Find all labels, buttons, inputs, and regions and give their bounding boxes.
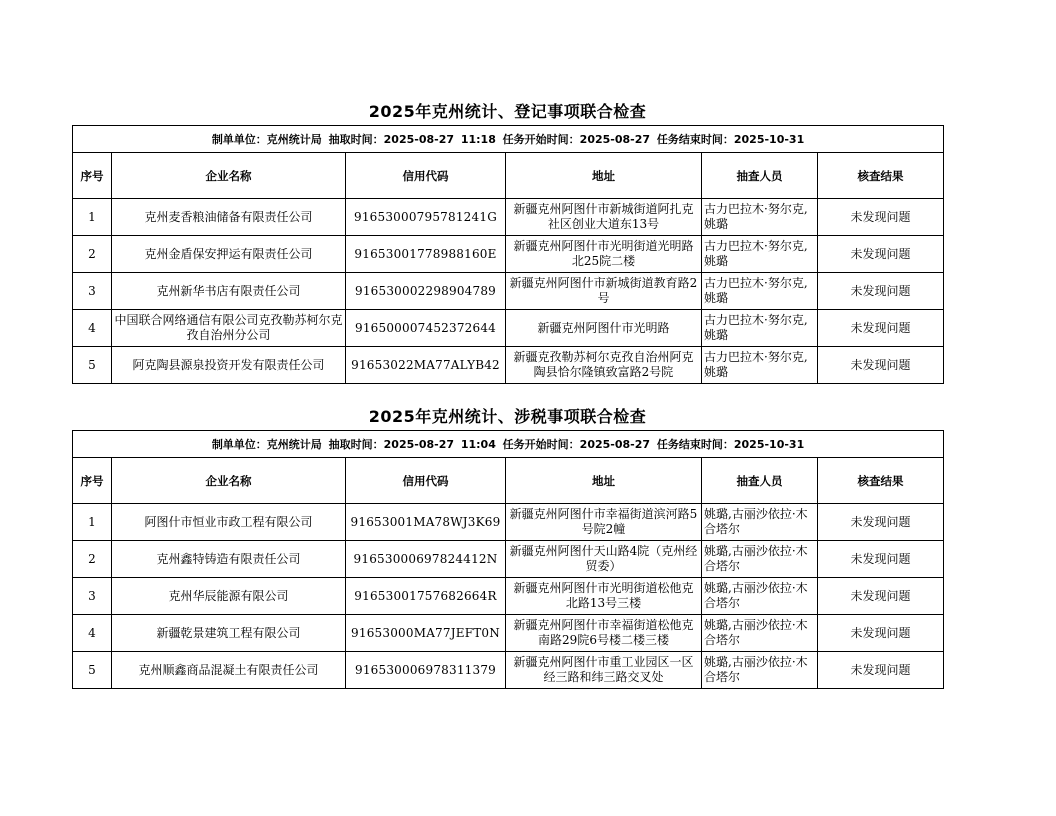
check-result: 未发现问题 bbox=[818, 615, 944, 652]
inspectors: 古力巴拉木·努尔克,姚璐 bbox=[702, 310, 818, 347]
credit-code: 916530002298904789 bbox=[346, 273, 506, 310]
address: 新疆克州阿图什天山路4院（克州经贸委） bbox=[506, 541, 702, 578]
company-name: 阿克陶县源泉投资开发有限责任公司 bbox=[112, 347, 346, 384]
meta-row bbox=[73, 126, 944, 153]
credit-code: 91653022MA77ALYB42 bbox=[346, 347, 506, 384]
check-result: 未发现问题 bbox=[818, 310, 944, 347]
address: 新疆克州阿图什市幸福街道滨河路5号院2幢 bbox=[506, 504, 702, 541]
header-address: 地址 bbox=[506, 458, 702, 504]
company-name: 克州华辰能源有限公司 bbox=[112, 578, 346, 615]
inspectors: 古力巴拉木·努尔克,姚璐 bbox=[702, 347, 818, 384]
header-company-name: 企业名称 bbox=[112, 458, 346, 504]
table-row bbox=[73, 541, 944, 578]
header-credit-code: 信用代码 bbox=[346, 153, 506, 199]
row-no: 5 bbox=[73, 347, 112, 384]
address: 新疆克州阿图什市光明街道光明路北25院二楼 bbox=[506, 236, 702, 273]
credit-code: 916500007452372644 bbox=[346, 310, 506, 347]
check-result: 未发现问题 bbox=[818, 652, 944, 689]
row-no: 4 bbox=[73, 310, 112, 347]
check-result: 未发现问题 bbox=[818, 347, 944, 384]
row-no: 4 bbox=[73, 615, 112, 652]
address: 新疆克州阿图什市重工业园区一区经三路和纬三路交叉处 bbox=[506, 652, 702, 689]
inspectors: 姚璐,古丽沙依拉·木合塔尔 bbox=[702, 541, 818, 578]
inspectors: 姚璐,古丽沙依拉·木合塔尔 bbox=[702, 615, 818, 652]
address: 新疆克孜勒苏柯尔克孜自治州阿克陶县恰尔隆镇致富路2号院 bbox=[506, 347, 702, 384]
inspectors: 古力巴拉木·努尔克,姚璐 bbox=[702, 199, 818, 236]
credit-code: 916530006978311379 bbox=[346, 652, 506, 689]
task-meta: 制单单位：克州统计局 抽取时间：2025-08-27 11:04 任务开始时间：2025-08-27 任务结束时间：2025-10-31 bbox=[73, 431, 944, 458]
check-result: 未发现问题 bbox=[818, 199, 944, 236]
header-result: 核查结果 bbox=[818, 153, 944, 199]
company-name: 克州麦香粮油储备有限责任公司 bbox=[112, 199, 346, 236]
inspectors: 姚璐,古丽沙依拉·木合塔尔 bbox=[702, 504, 818, 541]
credit-code: 91653000MA77JEFT0N bbox=[346, 615, 506, 652]
table-row bbox=[73, 236, 944, 273]
task-meta: 制单单位：克州统计局 抽取时间：2025-08-27 11:18 任务开始时间：2025-08-27 任务结束时间：2025-10-31 bbox=[73, 126, 944, 153]
row-no: 5 bbox=[73, 652, 112, 689]
header-row bbox=[73, 458, 944, 504]
header-address: 地址 bbox=[506, 153, 702, 199]
address: 新疆克州阿图什市幸福街道松他克南路29院6号楼二楼三楼 bbox=[506, 615, 702, 652]
company-name: 阿图什市恒业市政工程有限公司 bbox=[112, 504, 346, 541]
row-no: 1 bbox=[73, 199, 112, 236]
inspectors: 姚璐,古丽沙依拉·木合塔尔 bbox=[702, 652, 818, 689]
address: 新疆克州阿图什市光明路 bbox=[506, 310, 702, 347]
table-row bbox=[73, 347, 944, 384]
table-row bbox=[73, 504, 944, 541]
inspectors: 古力巴拉木·努尔克,姚璐 bbox=[702, 236, 818, 273]
company-name: 新疆乾景建筑工程有限公司 bbox=[112, 615, 346, 652]
section-title: 2025年克州统计、登记事项联合检查 bbox=[368, 102, 647, 121]
header-no: 序号 bbox=[73, 153, 112, 199]
credit-code: 91653001778988160E bbox=[346, 236, 506, 273]
credit-code: 91653001MA78WJ3K69 bbox=[346, 504, 506, 541]
row-no: 3 bbox=[73, 273, 112, 310]
address: 新疆克州阿图什市光明街道松他克北路13号三楼 bbox=[506, 578, 702, 615]
inspectors: 古力巴拉木·努尔克,姚璐 bbox=[702, 273, 818, 310]
header-row bbox=[73, 153, 944, 199]
table-row bbox=[73, 310, 944, 347]
company-name: 克州顺鑫商品混凝土有限责任公司 bbox=[112, 652, 346, 689]
check-result: 未发现问题 bbox=[818, 273, 944, 310]
row-no: 1 bbox=[73, 504, 112, 541]
row-no: 2 bbox=[73, 541, 112, 578]
address: 新疆克州阿图什市新城街道阿扎克社区创业大道东13号 bbox=[506, 199, 702, 236]
row-no: 2 bbox=[73, 236, 112, 273]
table-row bbox=[73, 652, 944, 689]
table-row bbox=[73, 199, 944, 236]
credit-code: 91653001757682664R bbox=[346, 578, 506, 615]
address: 新疆克州阿图什市新城街道教育路2号 bbox=[506, 273, 702, 310]
company-name: 中国联合网络通信有限公司克孜勒苏柯尔克孜自治州分公司 bbox=[112, 310, 346, 347]
inspection-table bbox=[72, 430, 944, 689]
table-row bbox=[73, 615, 944, 652]
inspection-section-tax bbox=[72, 403, 943, 689]
header-credit-code: 信用代码 bbox=[346, 458, 506, 504]
inspectors: 姚璐,古丽沙依拉·木合塔尔 bbox=[702, 578, 818, 615]
header-inspectors: 抽查人员 bbox=[702, 458, 818, 504]
check-result: 未发现问题 bbox=[818, 504, 944, 541]
check-result: 未发现问题 bbox=[818, 236, 944, 273]
table-row bbox=[73, 578, 944, 615]
credit-code: 91653000795781241G bbox=[346, 199, 506, 236]
header-result: 核查结果 bbox=[818, 458, 944, 504]
table-row bbox=[73, 273, 944, 310]
header-company-name: 企业名称 bbox=[112, 153, 346, 199]
header-inspectors: 抽查人员 bbox=[702, 153, 818, 199]
company-name: 克州鑫特铸造有限责任公司 bbox=[112, 541, 346, 578]
row-no: 3 bbox=[73, 578, 112, 615]
inspection-section-registration bbox=[72, 98, 943, 384]
header-no: 序号 bbox=[73, 458, 112, 504]
section-title: 2025年克州统计、涉税事项联合检查 bbox=[368, 407, 647, 426]
company-name: 克州新华书店有限责任公司 bbox=[112, 273, 346, 310]
credit-code: 91653000697824412N bbox=[346, 541, 506, 578]
check-result: 未发现问题 bbox=[818, 541, 944, 578]
company-name: 克州金盾保安押运有限责任公司 bbox=[112, 236, 346, 273]
meta-row bbox=[73, 431, 944, 458]
inspection-table bbox=[72, 125, 944, 384]
check-result: 未发现问题 bbox=[818, 578, 944, 615]
